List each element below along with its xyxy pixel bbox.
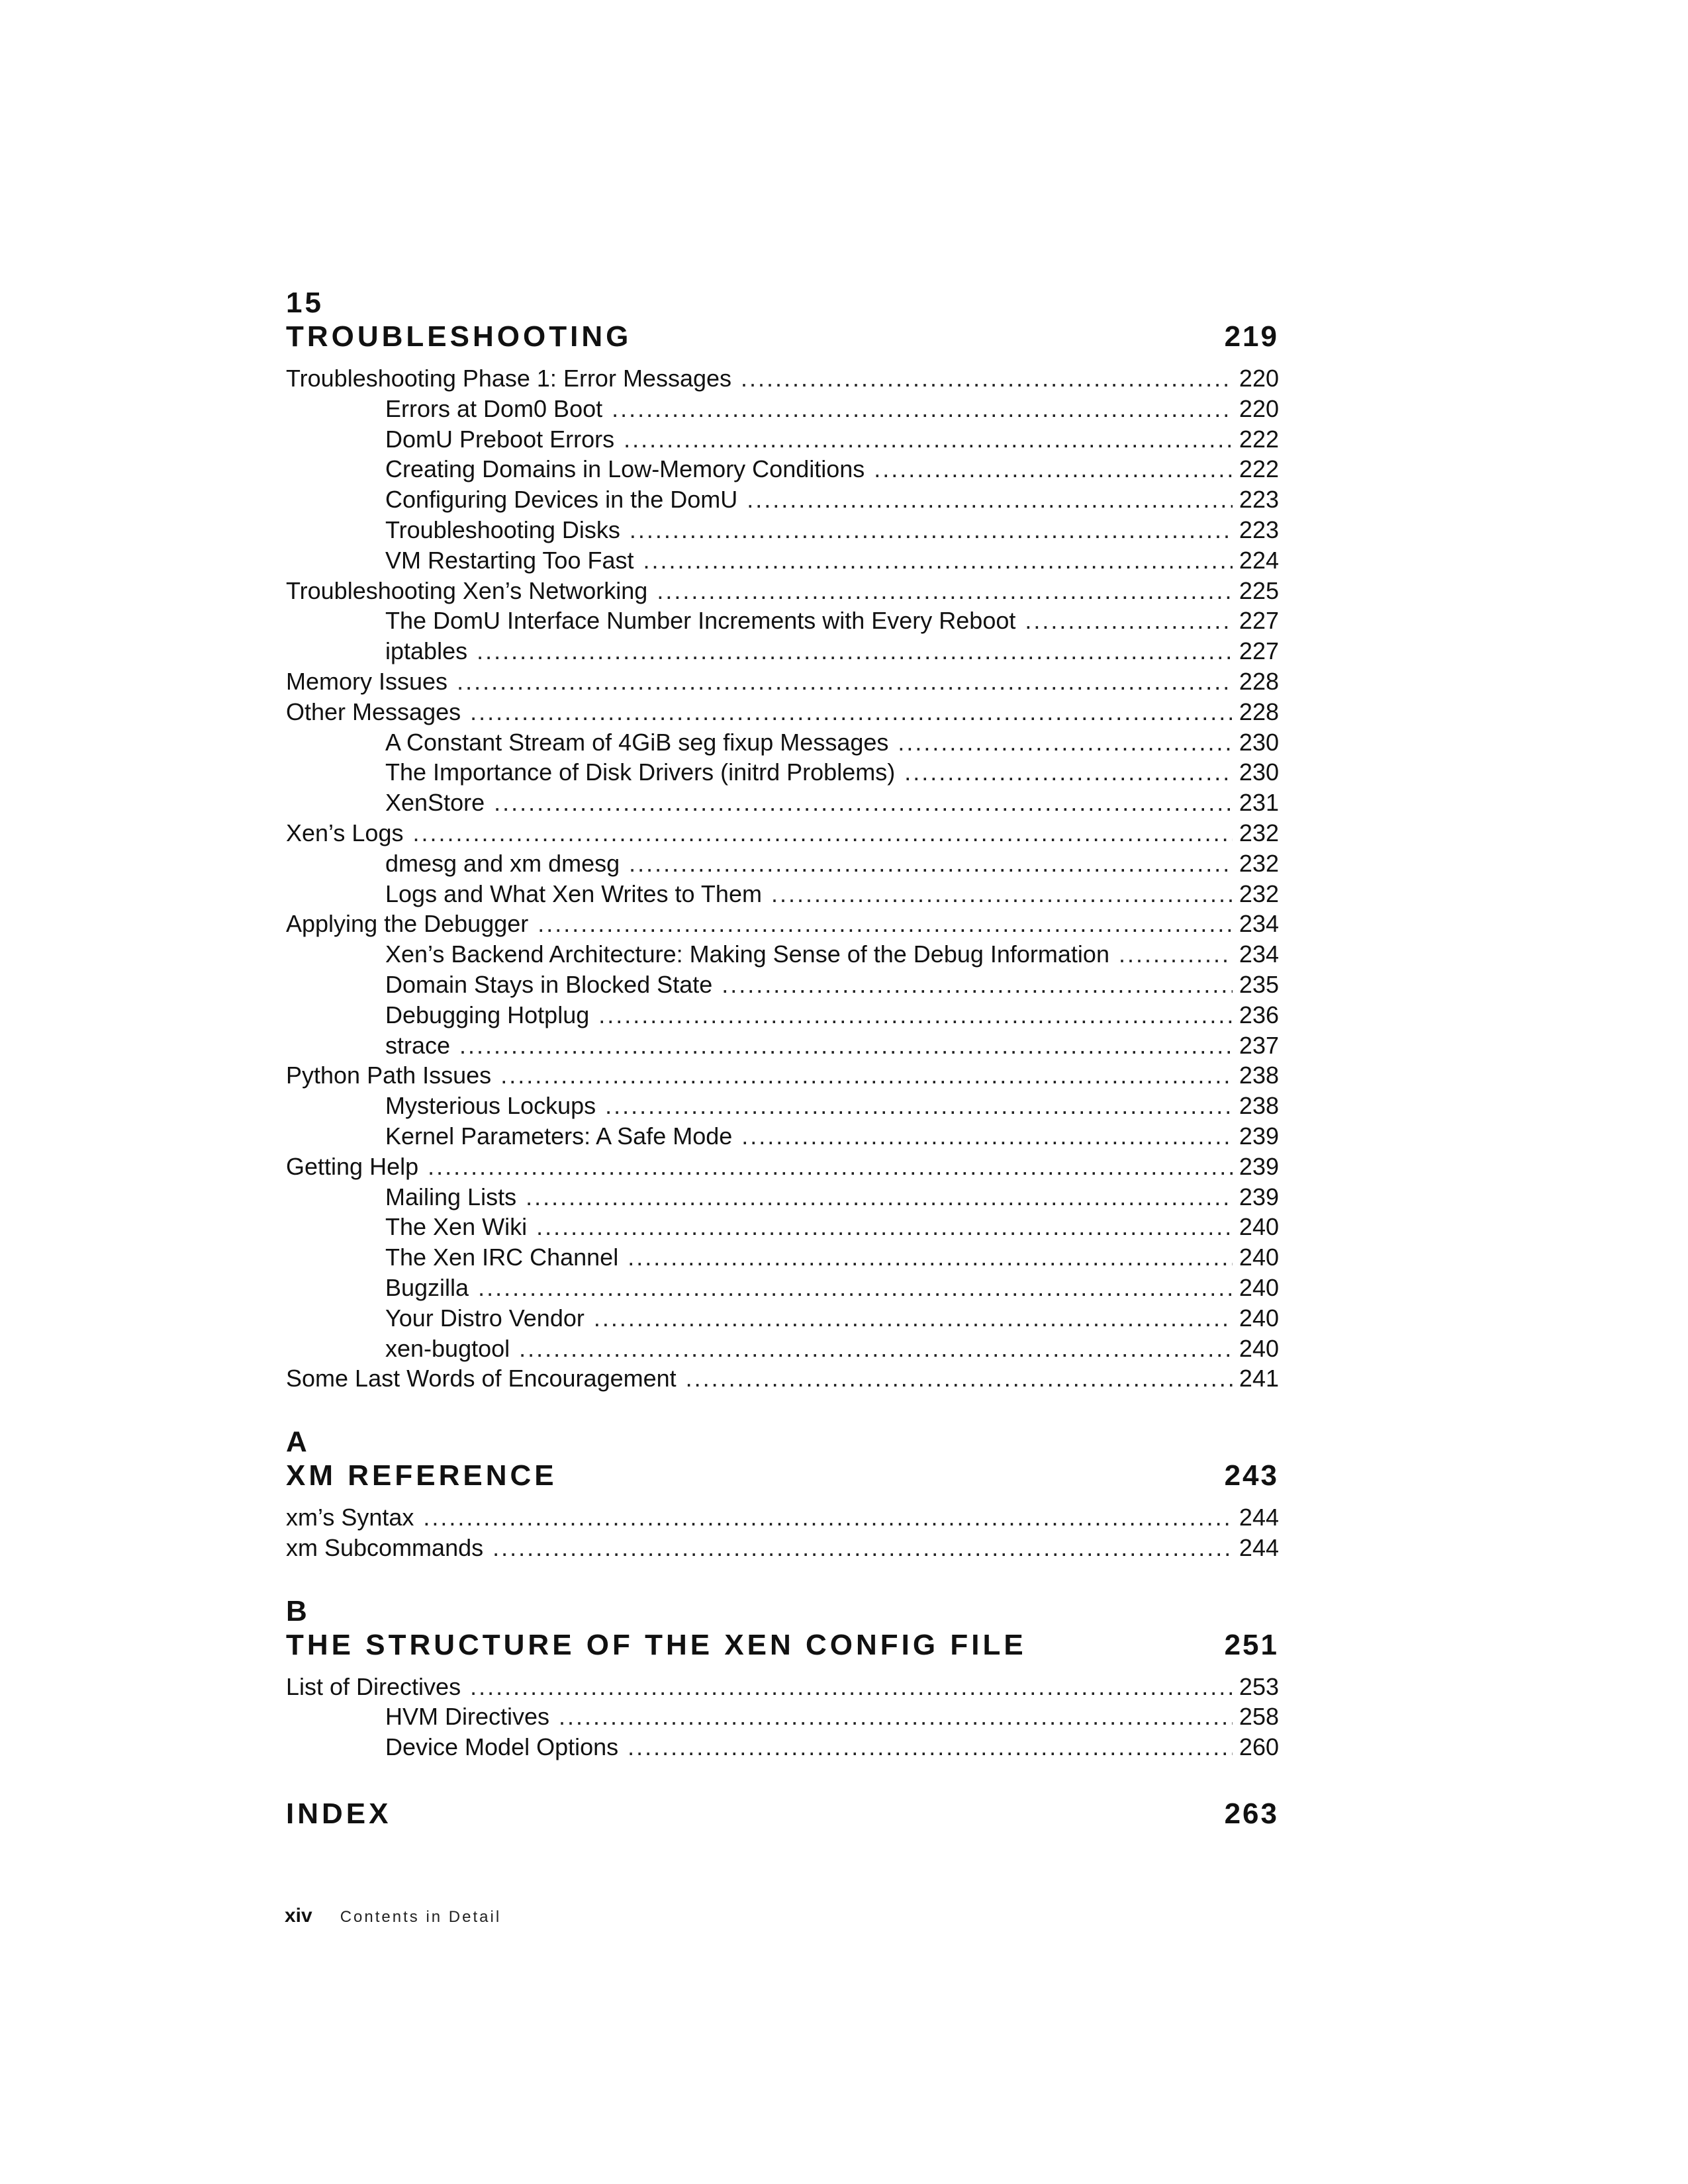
entry-title: Errors at Dom0 Boot <box>385 394 603 422</box>
entry-page: 238 <box>1239 1092 1279 1120</box>
dot-leader <box>519 1334 1233 1364</box>
entry-page: 258 <box>1239 1703 1279 1731</box>
entry-page: 244 <box>1239 1504 1279 1531</box>
entry-page: 238 <box>1239 1062 1279 1089</box>
dot-leader <box>643 545 1233 576</box>
entry-title: Getting Help <box>286 1152 419 1180</box>
dot-leader <box>630 515 1233 545</box>
entry-title: The Xen IRC Channel <box>385 1244 619 1271</box>
appendix-heading[interactable] <box>286 1459 1279 1493</box>
toc-entry[interactable] <box>286 363 1279 394</box>
entry-title: xen-bugtool <box>385 1334 510 1362</box>
entry-page: 223 <box>1239 486 1279 514</box>
entry-title: A Constant Stream of 4GiB seg fixup Messages <box>385 728 889 756</box>
appendix-a-entries <box>286 1502 1279 1563</box>
appendix-letter: B <box>286 1594 310 1627</box>
entry-title: Bugzilla <box>385 1273 469 1301</box>
dot-leader <box>741 363 1233 394</box>
entry-page: 260 <box>1239 1733 1279 1761</box>
entry-title: DomU Preboot Errors <box>385 425 615 453</box>
entry-title: Device Model Options <box>385 1733 619 1761</box>
chapter-15-section <box>286 287 1279 1394</box>
entry-page: 230 <box>1239 758 1279 786</box>
dot-leader <box>741 1121 1233 1152</box>
entry-page: 240 <box>1239 1304 1279 1332</box>
chapter-title: TROUBLESHOOTING <box>286 320 632 353</box>
appendix-title: XM REFERENCE <box>286 1459 557 1492</box>
entry-page: 241 <box>1239 1365 1279 1392</box>
entry-title: Some Last Words of Encouragement <box>286 1365 677 1392</box>
dot-leader <box>747 484 1233 515</box>
entry-page: 232 <box>1239 880 1279 907</box>
toc-subentry[interactable] <box>286 515 1279 545</box>
dot-leader <box>494 788 1233 818</box>
dot-leader <box>538 909 1233 939</box>
entry-page: 232 <box>1239 849 1279 877</box>
entry-page: 240 <box>1239 1334 1279 1362</box>
toc-subentry[interactable] <box>286 1121 1279 1152</box>
toc-entry[interactable] <box>286 1502 1279 1533</box>
entry-page: 220 <box>1239 365 1279 392</box>
toc-subentry[interactable] <box>286 939 1279 970</box>
index-section <box>286 1797 1279 1831</box>
entry-title: Debugging Hotplug <box>385 1001 590 1028</box>
entry-title: XenStore <box>385 789 485 817</box>
entry-title: Troubleshooting Disks <box>385 516 620 543</box>
dot-leader <box>624 424 1233 455</box>
toc-entry[interactable] <box>286 666 1279 697</box>
dot-leader <box>874 454 1233 484</box>
dot-leader <box>629 848 1233 879</box>
toc-subentry[interactable] <box>286 1091 1279 1121</box>
toc-subentry[interactable] <box>286 1702 1279 1732</box>
entry-page: 253 <box>1239 1672 1279 1700</box>
dot-leader <box>598 1000 1233 1030</box>
toc-subentry[interactable] <box>286 879 1279 909</box>
entry-page: 228 <box>1239 667 1279 695</box>
entry-title: VM Restarting Too Fast <box>385 546 634 574</box>
entry-page: 222 <box>1239 455 1279 483</box>
toc-entry[interactable] <box>286 576 1279 606</box>
toc-entry[interactable] <box>286 818 1279 848</box>
toc-subentry[interactable] <box>286 1732 1279 1762</box>
entry-page: 239 <box>1239 1152 1279 1180</box>
entry-page: 227 <box>1239 607 1279 635</box>
toc-subentry[interactable] <box>286 636 1279 666</box>
entry-title: The Importance of Disk Drivers (initrd Problems) <box>385 758 896 786</box>
entry-title: Applying the Debugger <box>286 910 529 938</box>
entry-page: 240 <box>1239 1213 1279 1241</box>
toc-entry[interactable] <box>286 1060 1279 1091</box>
dot-leader <box>1119 939 1233 970</box>
table-of-contents <box>286 287 1279 1841</box>
entry-title: xm’s Syntax <box>286 1504 414 1531</box>
dot-leader <box>722 970 1233 1000</box>
entry-page: 236 <box>1239 1001 1279 1028</box>
entry-page: 244 <box>1239 1533 1279 1561</box>
entry-page: 240 <box>1239 1244 1279 1271</box>
entry-title: Creating Domains in Low-Memory Conditions <box>385 455 865 483</box>
entry-page: 223 <box>1239 516 1279 543</box>
entry-title: Troubleshooting Xen’s Networking <box>286 576 648 604</box>
dot-leader <box>470 697 1233 727</box>
chapter-number: 15 <box>286 287 324 319</box>
index-page: 263 <box>1224 1797 1279 1831</box>
toc-entry[interactable] <box>286 697 1279 727</box>
entry-title: strace <box>385 1031 451 1059</box>
dot-leader <box>459 1030 1233 1061</box>
toc-subentry[interactable] <box>286 545 1279 576</box>
entry-title: Mailing Lists <box>385 1183 517 1210</box>
appendix-letter: A <box>286 1426 310 1459</box>
appendix-page: 243 <box>1224 1459 1279 1492</box>
entry-title: Other Messages <box>286 698 461 725</box>
dot-leader <box>423 1502 1233 1533</box>
entry-page: 224 <box>1239 546 1279 574</box>
dot-leader <box>904 757 1233 788</box>
entry-title: Your Distro Vendor <box>385 1304 585 1332</box>
entry-title: iptables <box>385 637 468 665</box>
entry-title: Xen’s Logs <box>286 819 404 846</box>
entry-page: 232 <box>1239 819 1279 846</box>
entry-title: dmesg and xm dmesg <box>385 849 620 877</box>
dot-leader <box>686 1363 1233 1394</box>
toc-entry[interactable] <box>286 909 1279 939</box>
dot-leader <box>500 1060 1233 1091</box>
page-footer <box>285 1905 501 1927</box>
dot-leader <box>657 576 1233 606</box>
toc-subentry[interactable] <box>286 394 1279 424</box>
chapter-15-entries <box>286 363 1279 1394</box>
dot-leader <box>457 666 1233 697</box>
entry-title: Mysterious Lockups <box>385 1092 596 1120</box>
entry-title: List of Directives <box>286 1672 461 1700</box>
toc-subentry[interactable] <box>286 1303 1279 1334</box>
entry-page: 227 <box>1239 637 1279 665</box>
entry-page: 237 <box>1239 1031 1279 1059</box>
dot-leader <box>605 1091 1233 1121</box>
dot-leader <box>536 1212 1233 1242</box>
appendix-heading[interactable] <box>286 1628 1279 1662</box>
toc-subentry[interactable] <box>286 1334 1279 1364</box>
index-title: INDEX <box>286 1797 392 1831</box>
entry-page: 228 <box>1239 698 1279 725</box>
appendix-title: THE STRUCTURE OF THE XEN CONFIG FILE <box>286 1628 1027 1661</box>
entry-page: 222 <box>1239 425 1279 453</box>
entry-title: Python Path Issues <box>286 1062 492 1089</box>
dot-leader <box>470 1672 1233 1702</box>
entry-page: 240 <box>1239 1273 1279 1301</box>
toc-subentry[interactable] <box>286 848 1279 879</box>
dot-leader <box>477 636 1233 666</box>
running-head: Contents in Detail <box>340 1908 502 1926</box>
entry-title: Troubleshooting Phase 1: Error Messages <box>286 365 732 392</box>
dot-leader <box>559 1702 1233 1732</box>
dot-leader <box>492 1533 1233 1563</box>
toc-entry[interactable] <box>286 1672 1279 1702</box>
toc-subentry[interactable] <box>286 1273 1279 1303</box>
appendix-b-section <box>286 1595 1279 1762</box>
chapter-heading[interactable] <box>286 320 1279 354</box>
entry-page: 234 <box>1239 910 1279 938</box>
index-heading[interactable] <box>286 1797 1279 1831</box>
toc-subentry[interactable] <box>286 484 1279 515</box>
toc-entry[interactable] <box>286 1533 1279 1563</box>
toc-entry[interactable] <box>286 1152 1279 1182</box>
dot-leader <box>612 394 1233 424</box>
entry-page: 220 <box>1239 394 1279 422</box>
appendix-a-section <box>286 1426 1279 1563</box>
dot-leader <box>898 727 1233 758</box>
entry-title: xm Subcommands <box>286 1533 484 1561</box>
toc-subentry[interactable] <box>286 788 1279 818</box>
toc-subentry[interactable] <box>286 1000 1279 1030</box>
toc-entry[interactable] <box>286 1363 1279 1394</box>
chapter-page: 219 <box>1224 320 1279 353</box>
entry-title: Memory Issues <box>286 667 448 695</box>
toc-subentry[interactable] <box>286 1030 1279 1061</box>
entry-title: Domain Stays in Blocked State <box>385 970 713 998</box>
toc-subentry[interactable] <box>286 970 1279 1000</box>
entry-title: Kernel Parameters: A Safe Mode <box>385 1122 733 1150</box>
dot-leader <box>628 1732 1233 1762</box>
dot-leader <box>428 1152 1233 1182</box>
dot-leader <box>1025 606 1233 636</box>
entry-page: 234 <box>1239 940 1279 968</box>
toc-subentry[interactable] <box>286 1242 1279 1273</box>
toc-subentry[interactable] <box>286 757 1279 788</box>
appendix-page: 251 <box>1224 1628 1279 1661</box>
entry-title: Logs and What Xen Writes to Them <box>385 880 762 907</box>
dot-leader <box>412 818 1232 848</box>
entry-title: HVM Directives <box>385 1703 550 1731</box>
dot-leader <box>628 1242 1233 1273</box>
entry-page: 231 <box>1239 789 1279 817</box>
dot-leader <box>526 1182 1233 1212</box>
dot-leader <box>594 1303 1233 1334</box>
entry-title: The DomU Interface Number Increments with Every Reboot <box>385 607 1016 635</box>
page-folio: xiv <box>285 1905 312 1927</box>
toc-subentry[interactable] <box>286 454 1279 484</box>
toc-subentry[interactable] <box>286 1212 1279 1242</box>
entry-page: 225 <box>1239 576 1279 604</box>
entry-page: 230 <box>1239 728 1279 756</box>
toc-subentry[interactable] <box>286 606 1279 636</box>
entry-page: 239 <box>1239 1122 1279 1150</box>
toc-subentry[interactable] <box>286 424 1279 455</box>
entry-title: The Xen Wiki <box>385 1213 528 1241</box>
entry-page: 239 <box>1239 1183 1279 1210</box>
toc-subentry[interactable] <box>286 1182 1279 1212</box>
toc-subentry[interactable] <box>286 727 1279 758</box>
dot-leader <box>771 879 1233 909</box>
entry-page: 235 <box>1239 970 1279 998</box>
entry-title: Configuring Devices in the DomU <box>385 486 738 514</box>
entry-title: Xen’s Backend Architecture: Making Sense of the Debug Information <box>385 940 1109 968</box>
appendix-b-entries <box>286 1672 1279 1762</box>
dot-leader <box>478 1273 1233 1303</box>
